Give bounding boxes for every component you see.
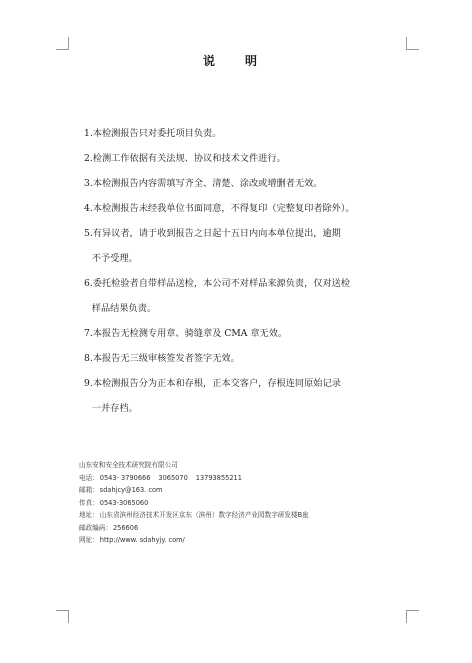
email-row (79, 484, 409, 497)
note-number: 3. (84, 178, 93, 189)
address-text: 山东省滨州经济技术开发区京东（滨州）数字经济产业园数字研发楼B座 (99, 511, 309, 519)
note-text: 本报告无检测专用章、骑缝章及 CMA 章无效。 (92, 328, 288, 339)
contact-block (79, 459, 409, 547)
postal-row (79, 522, 409, 535)
address-label: 地址： (79, 511, 99, 519)
email-label: 邮箱： (79, 486, 99, 494)
phone-number-1: 0543- 3790666 (99, 473, 151, 482)
note-item (84, 228, 414, 265)
postal-label: 邮政编码： (79, 523, 112, 532)
crop-mark-bottom-right (406, 610, 419, 623)
company-name: 山东安和安全技术研究院有限公司 (79, 461, 178, 469)
website-row (79, 534, 409, 547)
note-item (84, 153, 414, 165)
phone-row (79, 472, 409, 485)
note-text: 检测工作依据有关法规、协议和技术文件进行。 (92, 153, 286, 164)
website-label: 网址： (79, 536, 99, 544)
note-number: 7. (84, 328, 93, 339)
note-number: 8. (84, 353, 93, 364)
page-title: 说明 (202, 54, 287, 68)
note-text-continued: 样品结果负责。 (91, 303, 157, 314)
note-item (84, 203, 414, 215)
phone-number-2: 3065070 (158, 473, 188, 482)
note-text: 本检测报告分为正本和存根，正本交客户，存根连同原始记录 (92, 378, 341, 389)
note-number: 6. (84, 278, 93, 289)
crop-mark-top-left (56, 37, 69, 50)
fax-number: 0543-3065060 (99, 498, 149, 507)
notes-list (84, 128, 414, 415)
note-number: 1. (84, 128, 93, 139)
note-item (84, 278, 414, 315)
note-text-continued: 一并存档。 (91, 403, 138, 414)
address-row (79, 509, 409, 522)
note-item (84, 178, 414, 190)
note-item (84, 378, 414, 415)
note-text: 委托检验者自带样品送检，本公司不对样品来源负责，仅对送检 (92, 278, 351, 289)
note-number: 2. (84, 153, 93, 164)
email-link[interactable]: sdahjcy@163. com (99, 486, 163, 494)
crop-mark-bottom-left (56, 610, 69, 623)
postal-code: 256606 (112, 523, 139, 532)
note-item (84, 353, 414, 365)
note-item (84, 328, 414, 340)
phone-number-3: 13793855211 (195, 473, 242, 482)
note-text: 本报告无三级审核签发者签字无效。 (92, 353, 240, 364)
crop-mark-top-right (406, 37, 419, 50)
phone-label: 电话： (79, 473, 99, 482)
fax-row (79, 497, 409, 510)
fax-label: 传真： (79, 498, 99, 507)
note-text: 本检测报告内容需填写齐全、清楚、涂改或增删者无效。 (92, 178, 323, 189)
website-link[interactable]: http://www. sdahyjy. com/ (99, 536, 185, 544)
note-number: 4. (84, 203, 93, 214)
note-text: 有异议者，请于收到报告之日起十五日内向本单位提出，逾期 (92, 228, 341, 239)
note-text-continued: 不予受理。 (91, 253, 138, 264)
note-item (84, 128, 414, 140)
note-text: 本检测报告未经我单位书面同意，不得复印（完整复印者除外）。 (92, 203, 355, 214)
note-number: 9. (84, 378, 93, 389)
note-text: 本检测报告只对委托项目负责。 (92, 128, 222, 139)
note-number: 5. (84, 228, 93, 239)
